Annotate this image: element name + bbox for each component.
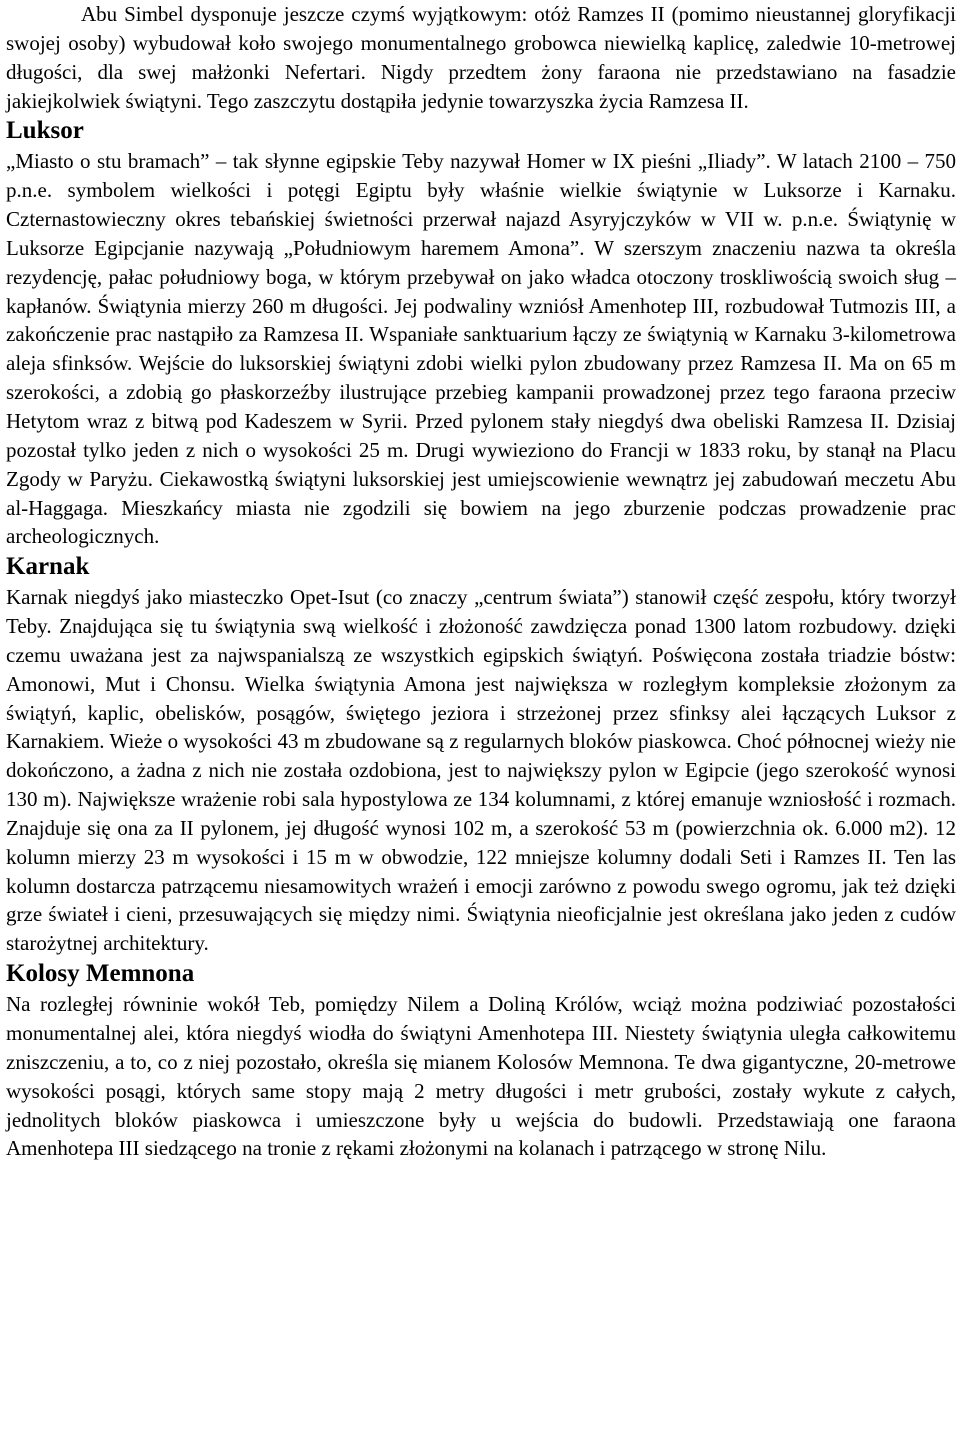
karnak-paragraph: Karnak niegdyś jako miasteczko Opet-Isut (co znaczy „centrum świata”) stanowił część zespołu, który tworzył Teby. Znajdująca się tu świątynia swą wielkość i złożoność zawdzięcza ponad 1300 latom rozbudowy. dzięki czemu uważana jest za najwspanialszą ze wszystkich egipskich świątyń. Poświęcona została triadzie bóstw: Amonowi, Mut i Chonsu. Wielka świątynia Amona jest największa w rozległym kompleksie złożonym za świątyń, kaplic, obelisków, posągów, świętego jeziora i strzeżonej przez sfinksy alei łączących Luksor z Karnakiem. Wieże o wysokości 43 m zbudowane są z regularnych bloków piaskowca. Choć północnej wieży nie dokończono, a żadna z nich nie została ozdobiona, jest to największy pylon w Egipcie (jego szerokość wynosi 130 m). Największe wrażenie robi sala hypostylowa ze 134 kolumnami, z której emanuje wzniosłość i rozmach. Znajduje się ona za II pylonem, jej długość wynosi 102 m, a szerokość 53 m (powierzchnia ok. 6.000 m2). 12 kolumn mierzy 23 m wysokości i 15 m w obwodzie, 122 mniejsze kolumny dodali Seti i Ramzes II. Ten las kolumn dostarcza patrzącemu niesamowitych wrażeń i emocji zarówno z powodu swego ogromu, jak też dzięki grze świateł i cieni, przesuwających się między nimi. Świątynia nieoficjalnie jest określana jako jeden z cudów starożytnej architektury. [6,585,956,956]
abu-simbel-paragraph: Abu Simbel dysponuje jeszcze czymś wyjątkowym: otóż Ramzes II (pomimo nieustannej gloryfikacji swojej osoby) wybudował koło swojego monumentalnego grobowca niewielką kaplicę, zaledwie 10-metrowej długości, dla swej małżonki Nefertari. Nigdy przedtem żony faraona nie przedstawiano na fasadzie jakiejkolwiek świątyni. Tego zaszczytu dostąpiła jedynie towarzyszka życia Ramzesa II. [6,2,956,113]
document-page [6,0,956,1163]
luksor-paragraph: „Miasto o stu bramach” – tak słynne egipskie Teby nazywał Homer w IX pieśni „Iliady”. W latach 2100 – 750 p.n.e. symbolem wielkości i potęgi Egiptu były właśnie wielkie świątynie w Luksorze i Karnaku. Czternastowieczny okres tebańskiej świetności przerwał najazd Asyryjczyków w VII w. p.n.e. Świątynię w Luksorze Egipcjanie nazywają „Południowym haremem Amona”. W szerszym znaczeniu nazwa ta określa rezydencję, pałac południowy boga, w którym przebywał on jako władca otoczony troskliwością swoich sług – kapłanów. Świątynia mierzy 260 m długości. Jej podwaliny wzniósł Amenhotep III, rozbudował Tutmozis III, a zakończenie prac nastąpiło za Ramzesa II. Wspaniałe sanktuarium łączy ze świątynią w Karnaku 3-kilometrowa aleja sfinksów. Wejście do luksorskiej świątyni zdobi wielki pylon zbudowany przez Ramzesa II. Ma on 65 m szerokości, a zdobią go płaskorzeźby ilustrujące przebieg kampanii prowadzonej przez tego faraona przeciw Hetytom wraz z bitwą pod Kadeszem w Syrii. Przed pylonem stały niegdyś dwa obeliski Ramzesa II. Dzisiaj pozostał tylko jeden z nich o wysokości 25 m. Drugi wywieziono do Francji w 1833 roku, by stanął na Placu Zgody w Paryżu. Ciekawostką świątyni luksorskiej jest umiejscowienie wewnątrz jej zabudowań meczetu Abu al-Haggaga. Mieszkańcy miasta nie zgodzili się bowiem na jego zburzenie podczas prowadzenie prac archeologicznych. [6,149,956,549]
karnak-heading: Karnak [6,553,90,581]
kolosy-memnona-paragraph: Na rozległej równinie wokół Teb, pomiędzy Nilem a Doliną Królów, wciąż można podziwiać pozostałości monumentalnej alei, która niegdyś wiodła do świątyni Amenhotepa III. Niestety świątynia uległa całkowitemu zniszczeniu, a to, co z niej pozostało, określa się mianem Kolosów Memnona. Te dwa gigantyczne, 20-metrowe wysokości posągi, których same stopy mają 2 metry długości i metr grubości, zostały wykute z całych, jednolitych bloków piaskowca i umieszczone były u wejścia do budowli. Przedstawiają one faraona Amenhotepa III siedzącego na tronie z rękami złożonymi na kolanach i patrzącego w stronę Nilu. [6,992,956,1161]
luksor-heading: Luksor [6,117,84,145]
kolosy-memnona-heading: Kolosy Memnona [6,960,195,988]
